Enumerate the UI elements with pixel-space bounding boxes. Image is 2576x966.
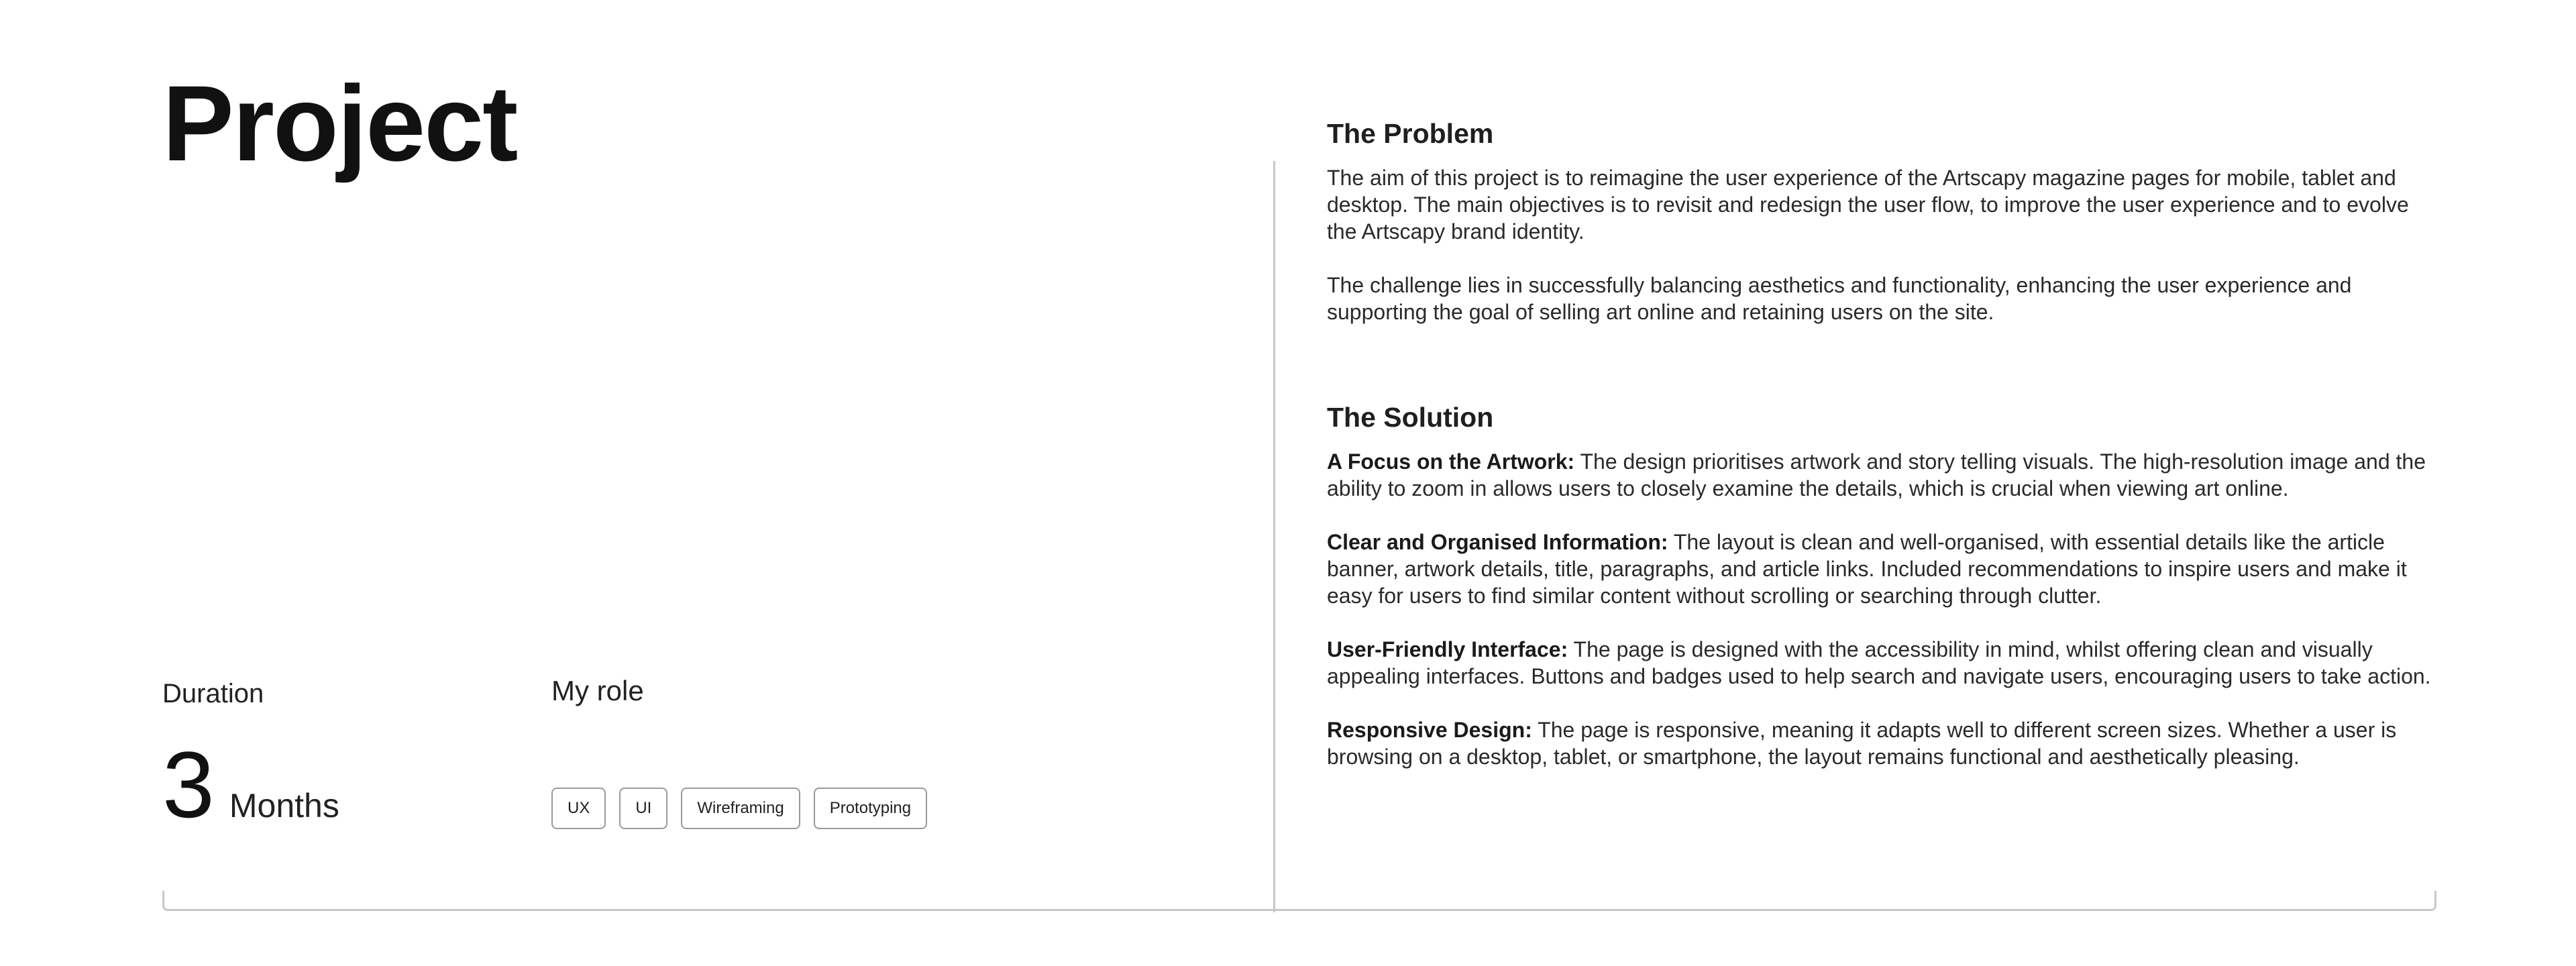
solution-item-responsive	[1327, 716, 2440, 770]
details-column	[1327, 118, 2440, 797]
tag-wireframing: Wireframing	[681, 788, 800, 829]
solution-item-title: Responsive Design:	[1327, 718, 1532, 742]
duration-number: 3	[162, 732, 215, 837]
solution-item-title: A Focus on the Artwork:	[1327, 449, 1575, 474]
problem-section	[1327, 118, 2440, 325]
solution-heading: The Solution	[1327, 402, 1494, 433]
solution-item-artwork-focus	[1327, 448, 2440, 502]
solution-section	[1327, 402, 2440, 770]
vertical-divider	[1273, 161, 1275, 912]
tag-ui: UI	[619, 788, 667, 829]
solution-item-title: Clear and Organised Information:	[1327, 530, 1668, 554]
duration-unit: Months	[229, 787, 339, 824]
role-tags	[551, 788, 927, 829]
bottom-frame	[162, 891, 2436, 911]
role-label: My role	[551, 675, 644, 706]
problem-paragraph: The aim of this project is to reimagine the user experience of the Artscapy magazine pages for mobile, tablet and desktop. The main objectives is to revisit and redesign the user flow, to improve the user experience and to evolve the Artscapy brand identity.	[1327, 166, 2409, 244]
solution-item-title: User-Friendly Interface:	[1327, 637, 1568, 661]
duration-label: Duration	[162, 679, 264, 708]
problem-paragraph: The challenge lies in successfully balancing aesthetics and functionality, enhancing the user experience and supporting the goal of selling art online and retaining users on the site.	[1327, 273, 2352, 324]
solution-item-text: The design prioritises artwork and story telling visuals. The high-resolution image and the ability to zoom in allows users to closely examine the details, which is crucial when viewing art online.	[1327, 449, 2426, 500]
solution-item-organised-information	[1327, 529, 2440, 609]
tag-prototyping: Prototyping	[814, 788, 927, 829]
solution-item-text: The page is designed with the accessibility in mind, whilst offering clean and visually appealing interfaces. Buttons and badges used to help search and navigate users, encouraging users to take action.	[1327, 637, 2431, 688]
duration-value	[162, 732, 339, 837]
solution-item-text: The layout is clean and well-organised, with essential details like the article banner, artwork details, title, paragraphs, and article links. Included recommendations to inspire users and make it easy for users to find similar content without scrolling or searching through clutter.	[1327, 530, 2407, 608]
solution-item-user-friendly	[1327, 636, 2440, 690]
problem-heading: The Problem	[1327, 118, 1494, 149]
solution-item-text: The page is responsive, meaning it adapts well to different screen sizes. Whether a user is browsing on a desktop, tablet, or smartphone, the layout remains functional and aesthetically pleasing.	[1327, 718, 2397, 769]
tag-ux: UX	[551, 788, 606, 829]
page-title: Project	[162, 63, 517, 183]
